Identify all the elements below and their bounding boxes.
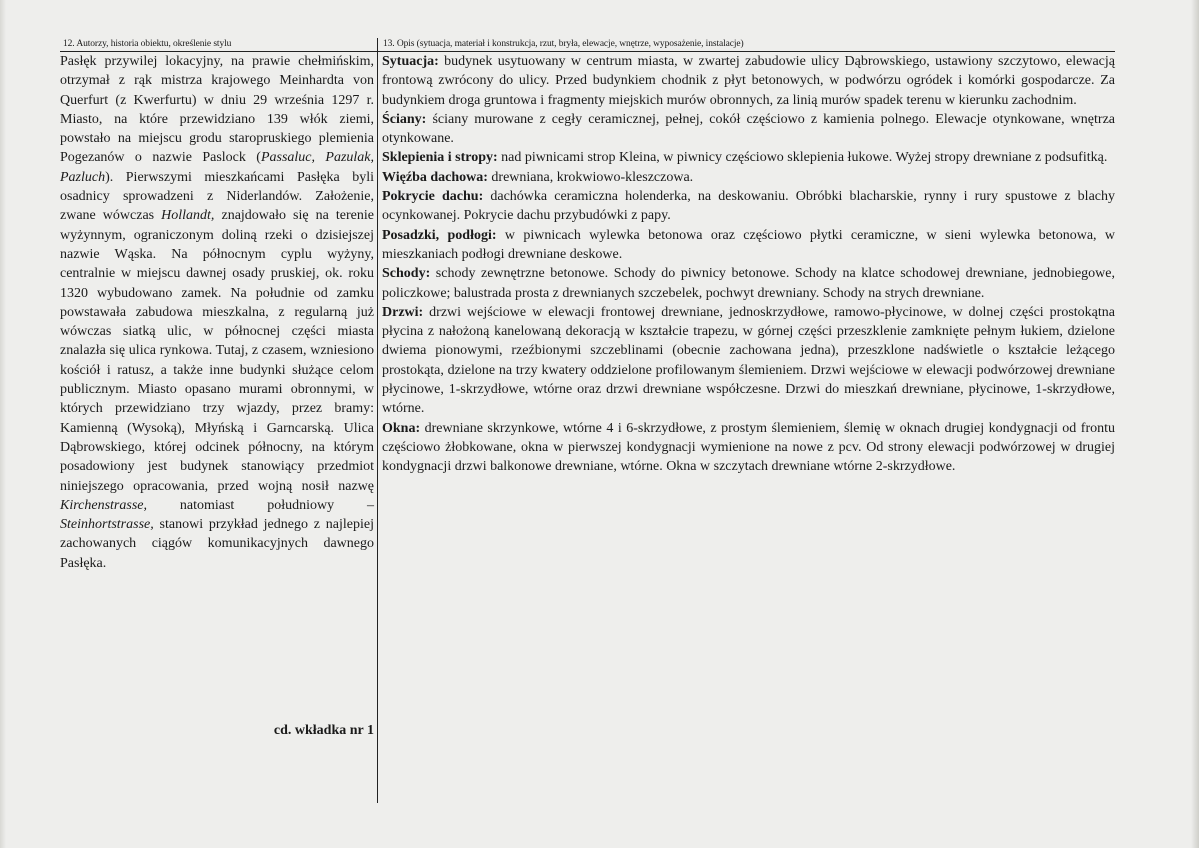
history-text: Pasłęk przywilej lokacyjny, na prawie chełmińskim, otrzymał z rąk mistrza krajowego Meinhardta von Querfurt (z Kwerfurtu) w dniu 29 września 1297 r. Miasto, na które przewidziano 139 włók ziemi, powstało na miejscu grodu staropruskiego plemienia Pogezanów o nazwie Paslock (Passaluc, Pazulak, Pazluch). Pierwszymi mieszkańcami Pasłęka byli osadnicy sprowadzeni z Niderlandów. Założenie, zwane wówczas Hollandt, znajdowało się na terenie wyżynnym, ograniczonym doliną rzeki o dzisiejszej nazwie Wąska. Na północnym cyplu wyżyny, centralnie w miejscu dawnej osady pruskiej, ok. roku 1320 wybudowano zamek. Na południe od zamku powstawała zabudowa mieszkalna, z regularną już wówczas siatką ulic, w północnej części miasta znalazła się ulica rynkowa. Tutaj, z czasem, wzniesiono kościół i ratusz, a także inne budynki służące celom publicznym. Miasto opasano murami obronnymi, w których przewidziano trzy wjazdy, przez bramy: Kamienną (Wysoką), Młyńską i Garncarską. Ulica Dąbrowskiego, której odcinek północny, na którym posadowiony jest budynek stanowiący przedmiot niniejszego opracowania, przed wojną nosił nazwę Kirchenstrasse, natomiast południowy – Steinhortstrasse, stanowi przykład jednego z najlepiej zachowanych ciągów komunikacyjnych dawnego Pasłęka.: [60, 54, 374, 571]
desc-floors: Posadzki, podłogi: w piwnicach wylewka betonowa oraz częściowo płytki ceramiczne, w sieni wylewka betonowa, w mieszkaniach podłogi drewniane deskowe.: [382, 227, 1115, 262]
section-12-header: 12. Autorzy, historia obiektu, określenie stylu: [63, 39, 232, 49]
desc-roofing: Pokrycie dachu: dachówka ceramiczna holenderka, na deskowaniu. Obróbki blacharskie, rynny i rury spustowe z blachy ocynkowanej. Pokrycie dachu przybudówki z papy.: [382, 189, 1116, 224]
description-column: [382, 52, 1115, 477]
desc-doors: Drzwi: drzwi wejściowe w elewacji frontowej drewniane, jednoskrzydłowe, ramowo-płycinowe, w dolnej części prostokątna płycina z nałożoną kanelowaną dekoracją w kształcie trapezu, w górnej części przeszklenie zamknięte pełnym łukiem, dzielone dwiema pionowymi, rzeźbionymi szczeblinami (obecnie zachowana jedna), przeszklone nadświetle o kształcie leżącego prostokąta, dzielone na trzy kwatery oddzielone profilowanym ślemieniem. Drzwi wejściowe w elewacji podwórzowej drewniane płycinowe, 1-skrzydłowe, wtórne oraz drzwi drewniane współczesne. Drzwi do mieszkań drewniane, płycinowe, 1-skrzydłowe, wtórne.: [382, 304, 1115, 417]
desc-stairs: Schody: schody zewnętrzne betonowe. Schody do piwnicy betonowe. Schody na klatce schodowej drewniane, jednobiegowe, policzkowe; balustrada prosta z drewnianych szczebelek, pochwyt drewniany. Schody na strych drewniane.: [382, 266, 1115, 301]
desc-vaults-ceilings: Sklepienia i stropy: nad piwnicami strop Kleina, w piwnicy częściowo sklepienia łukowe. Wyżej stropy drewniane z podsufitką.: [382, 150, 1108, 166]
record-card-form: [60, 38, 1115, 803]
desc-roof-truss: Więźba dachowa: drewniana, krokwiowo-kleszczowa.: [382, 169, 694, 185]
desc-walls: Ściany: ściany murowane z cegły ceramicznej, pełnej, cokół częściowo z kamienia polnego. Elewacje otynkowane, wnętrza otynkowane.: [382, 111, 1115, 147]
section-headers: [60, 38, 1115, 51]
continuation-note: cd. wkładka nr 1: [273, 723, 374, 738]
desc-windows: Okna: drewniane skrzynkowe, wtórne 4 i 6-skrzydłowe, z prostym ślemieniem, ślemię w oknach drugiej kondygnacji od frontu częściowo żłobkowane, okna w pierwszej kondygnacji wymienione na nowe z pcv. Od strony elewacji podwórzowej w drugiej kondygnacji drzwi balkonowe drewniane, wtórne. Okna w szczytach drewniane wtórne 2-skrzydłowe.: [382, 420, 1115, 475]
section-13-header: 13. Opis (sytuacja, materiał i konstrukcja, rzut, bryła, elewacje, wnętrze, wyposażenie, instalacje): [383, 39, 744, 49]
column-divider: [377, 38, 378, 803]
history-column: [60, 52, 374, 573]
desc-situation: Sytuacja: budynek usytuowany w centrum miasta, w zwartej zabudowie ulicy Dąbrowskiego, ustawiony szczytowo, elewacją frontową zwrócony do ulicy. Przed budynkiem chodnik z płyt betonowych, w podwórzu ogródek i komórki gospodarcze. Za budynkiem droga gruntowa i fragmenty miejskich murów obronnych, za linią murów spadek terenu w kierunku zachodnim.: [382, 54, 1115, 108]
scan-edge-right: [1191, 0, 1199, 848]
scan-edge-left: [0, 0, 6, 848]
